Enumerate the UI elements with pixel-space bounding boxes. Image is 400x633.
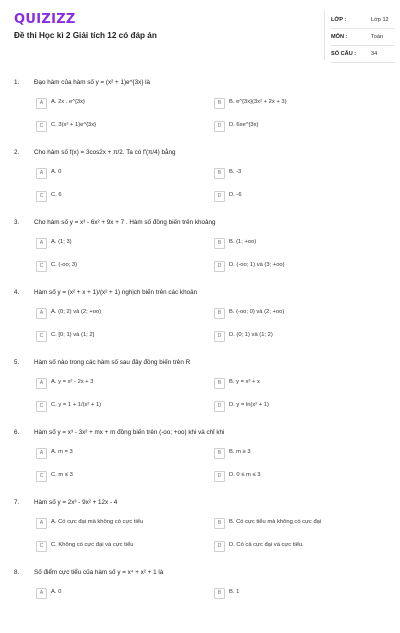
option-key-box: A xyxy=(36,518,47,529)
option-key-box: A xyxy=(36,238,47,249)
question-number: 7. xyxy=(14,499,20,506)
option-key-box: B xyxy=(214,308,225,319)
answer-option-c[interactable] xyxy=(36,191,186,201)
answer-option-b[interactable] xyxy=(214,518,364,528)
option-key-box: C xyxy=(36,471,47,482)
answer-option-b[interactable] xyxy=(214,238,364,248)
option-key-box: C xyxy=(36,121,47,132)
option-key-box: D xyxy=(214,331,225,342)
option-text: A. (1; 3) xyxy=(51,239,72,245)
answer-option-d[interactable] xyxy=(214,471,364,481)
option-text: B. Có cực tiểu mà không có cực đại xyxy=(229,519,322,525)
answer-option-b[interactable] xyxy=(214,448,364,458)
question-number: 6. xyxy=(14,429,20,436)
quizizz-logo: QUIZIZZ xyxy=(14,12,76,27)
answer-option-d[interactable] xyxy=(214,191,364,201)
option-text: D. (0; 1) và (1; 2) xyxy=(229,332,273,338)
option-text: B. e^{3x}(3x² + 2x + 3) xyxy=(229,99,287,105)
question-block xyxy=(0,429,400,493)
option-text: A. m = 3 xyxy=(51,449,73,455)
answer-option-a[interactable] xyxy=(36,588,186,598)
option-key-box: D xyxy=(214,471,225,482)
option-text: B. (1; +oo) xyxy=(229,239,257,245)
meta-value: 34 xyxy=(371,51,378,57)
option-text: B. m ≥ 3 xyxy=(229,449,251,455)
question-block xyxy=(0,359,400,423)
option-key-box: D xyxy=(214,121,225,132)
option-text: D. (-oo; 1) và (3; +oo) xyxy=(229,262,285,268)
option-key-box: D xyxy=(214,541,225,552)
question-text: Hàm số nào trong các hàm số sau đây đồng biến trên R xyxy=(34,359,191,366)
question-text: Đạo hàm của hàm số y = (x² + 1)e^{3x} là xyxy=(34,79,151,86)
question-block xyxy=(0,149,400,213)
question-text: Cho hàm số y = x³ - 6x² + 9x + 7 . Hàm số đồng biến trên khoảng xyxy=(34,219,216,226)
question-text: Cho hàm số f(x) = 3cos2x + π/2. Ta có f'(π/4) bằng xyxy=(34,149,176,156)
option-key-box: C xyxy=(36,261,47,272)
answer-option-a[interactable] xyxy=(36,518,186,528)
option-key-box: A xyxy=(36,378,47,389)
answer-option-c[interactable] xyxy=(36,331,186,341)
answer-option-a[interactable] xyxy=(36,98,186,108)
option-key-box: D xyxy=(214,261,225,272)
option-text: C. 6 xyxy=(51,192,62,198)
answer-option-b[interactable] xyxy=(214,378,364,388)
answer-option-d[interactable] xyxy=(214,331,364,341)
question-number: 1. xyxy=(14,79,20,86)
answer-option-a[interactable] xyxy=(36,308,186,318)
option-key-box: C xyxy=(36,331,47,342)
option-text: C. [0; 1) và (1; 2] xyxy=(51,332,95,338)
option-key-box: D xyxy=(214,401,225,412)
answer-option-a[interactable] xyxy=(36,238,186,248)
meta-value: Toán xyxy=(371,34,384,40)
question-text: Hàm số y = 2x³ - 9x² + 12x - 4 xyxy=(34,499,118,506)
question-text: Hàm số y = x³ - 3x² + mx + m đồng biến trên (-oo; +oo) khi và chỉ khi xyxy=(34,429,225,436)
option-text: B. (-oo; 0) và (2; +oo) xyxy=(229,309,285,315)
answer-option-a[interactable] xyxy=(36,378,186,388)
meta-value: Lớp 12 xyxy=(371,17,389,23)
question-block xyxy=(0,219,400,283)
option-key-box: B xyxy=(214,448,225,459)
option-text: D. Có cả cực đại và cực tiểu. xyxy=(229,542,304,548)
option-key-box: C xyxy=(36,541,47,552)
option-key-box: A xyxy=(36,588,47,599)
option-text: C. 3(x² + 1)e^{3x} xyxy=(51,122,97,128)
option-text: D. 0 ≤ m ≤ 3 xyxy=(229,472,261,478)
option-text: B. 1 xyxy=(229,589,240,595)
option-text: D. y = ln(x² + 1) xyxy=(229,402,269,408)
option-text: D. -6 xyxy=(229,192,242,198)
option-key-box: B xyxy=(214,588,225,599)
answer-option-a[interactable] xyxy=(36,168,186,178)
meta-row-count xyxy=(331,47,395,63)
option-text: A. Có cực đại mà không có cực tiểu xyxy=(51,519,144,525)
option-key-box: B xyxy=(214,518,225,529)
worksheet-meta xyxy=(324,10,395,60)
option-text: A. 2x . e^{3x} xyxy=(51,99,85,105)
answer-option-c[interactable] xyxy=(36,541,186,551)
option-key-box: A xyxy=(36,98,47,109)
option-text: D. 6xe^{3x} xyxy=(229,122,259,128)
question-number: 4. xyxy=(14,289,20,296)
question-text: Số điểm cực tiểu của hàm số y = x⁴ + x² + 1 là xyxy=(34,569,164,576)
answer-option-d[interactable] xyxy=(214,401,364,411)
option-text: B. y = x³ + x xyxy=(229,379,260,385)
answer-option-d[interactable] xyxy=(214,541,364,551)
option-key-box: A xyxy=(36,308,47,319)
answer-option-b[interactable] xyxy=(214,98,364,108)
answer-option-c[interactable] xyxy=(36,261,186,271)
answer-option-c[interactable] xyxy=(36,401,186,411)
answer-option-d[interactable] xyxy=(214,261,364,271)
option-key-box: C xyxy=(36,401,47,412)
option-text: A. 0 xyxy=(51,169,62,175)
answer-option-c[interactable] xyxy=(36,121,186,131)
option-text: C. Không có cực đại và cực tiểu xyxy=(51,542,134,548)
answer-option-b[interactable] xyxy=(214,308,364,318)
option-key-box: C xyxy=(36,191,47,202)
meta-label: SỐ CÂU : xyxy=(331,51,357,57)
question-number: 8. xyxy=(14,569,20,576)
option-text: C. (-oo; 3) xyxy=(51,262,78,268)
question-number: 2. xyxy=(14,149,20,156)
question-block xyxy=(0,569,400,633)
option-key-box: B xyxy=(214,238,225,249)
answer-option-a[interactable] xyxy=(36,448,186,458)
worksheet-header xyxy=(0,0,400,64)
meta-label: MÔN : xyxy=(331,34,348,40)
option-key-box: A xyxy=(36,168,47,179)
option-key-box: B xyxy=(214,98,225,109)
option-text: C. y = 1 + 1/(x² + 1) xyxy=(51,402,102,408)
meta-label: LỚP : xyxy=(331,17,347,23)
option-key-box: B xyxy=(214,378,225,389)
option-key-box: B xyxy=(214,168,225,179)
answer-option-d[interactable] xyxy=(214,121,364,131)
answer-option-b[interactable] xyxy=(214,168,364,178)
option-key-box: A xyxy=(36,448,47,459)
worksheet-title: Đề thi Học kì 2 Giải tích 12 có đáp án xyxy=(14,31,157,40)
question-block xyxy=(0,499,400,563)
question-number: 5. xyxy=(14,359,20,366)
meta-row-class xyxy=(331,13,395,29)
option-key-box: D xyxy=(214,191,225,202)
question-block xyxy=(0,289,400,353)
answer-option-b[interactable] xyxy=(214,588,364,598)
answer-option-c[interactable] xyxy=(36,471,186,481)
question-number: 3. xyxy=(14,219,20,226)
option-text: A. y = x² - 2x + 3 xyxy=(51,379,94,385)
option-text: C. m ≤ 3 xyxy=(51,472,73,478)
question-text: Hàm số y = (x² + x + 1)/(x² + 1) nghịch biến trên các khoản xyxy=(34,289,198,296)
option-text: A. 0 xyxy=(51,589,62,595)
question-block xyxy=(0,79,400,143)
option-text: A. (0; 2) và (2; +oo) xyxy=(51,309,102,315)
option-text: B. -3 xyxy=(229,169,242,175)
meta-row-subject xyxy=(331,30,395,46)
